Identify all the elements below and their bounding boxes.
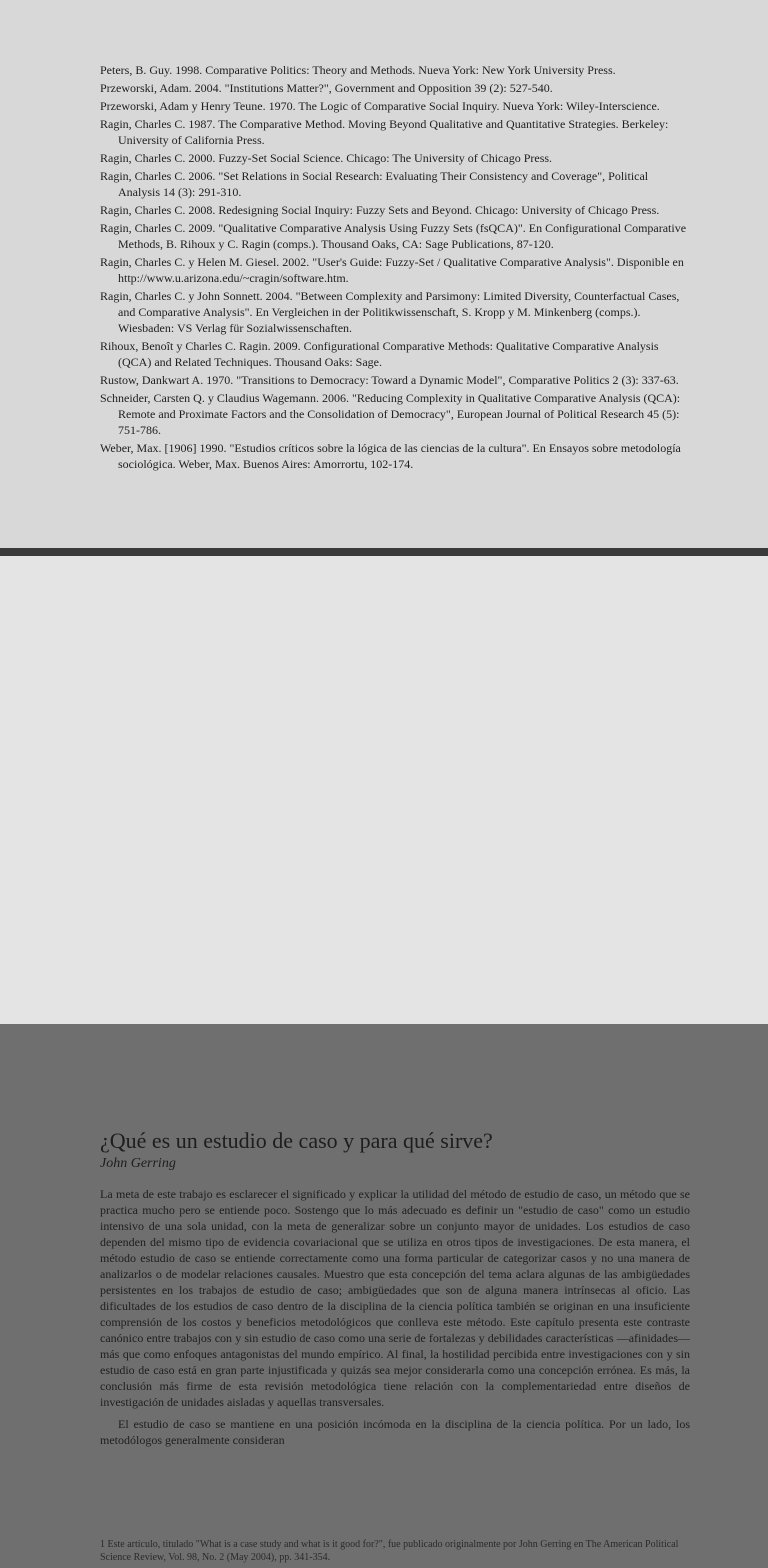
chapter-paragraph: El estudio de caso se mantiene en una posición incómoda en la disciplina de la ciencia política. Por un lado, los metodólogos generalmente consideran (100, 1417, 690, 1447)
reference-item: Ragin, Charles C. 1987. The Comparative Method. Moving Beyond Qualitative and Quantitative Strategies. Berkeley: University of California Press. (100, 117, 669, 147)
chapter-paragraph: La meta de este trabajo es esclarecer el significado y explicar la utilidad del método de estudio de caso, un método que se practica mucho pero se entiende poco. Sostengo que lo más adecuado es definir un "estudio de caso" como un estudio intensivo de una sola unidad, con la meta de generalizar sobre un conjunto mayor de unidades. Los estudios de caso dependen del mismo tipo de evidencia covariacional que se utiliza en otros tipos de investigaciones. De esta manera, el método estudio de caso se entiende correctamente como una forma particular de categorizar casos y no una manera de analizarlos o de modelar relaciones causales. Muestro que esta concepción del tema aclara algunas de las ambigüedades persistentes en los trabajos de estudio de caso; ambigüedades que son de alguna manera intrínsecas al oficio. Las dificultades de los estudios de caso dentro de la disciplina de la ciencia política también se originan en una insuficiente comprensión de los costos y beneficios metodológicos que conlleva este método. Este capítulo presenta este contraste canónico entre trabajos con y sin estudio de caso como una serie de fortalezas y debilidades características —afinidades— más que como enfoques antagonistas del mundo empírico. Al final, la hostilidad percibida entre investigaciones con y sin estudio de caso está en gran parte injustificada y quizás sea mejor considerarla como una concepción errónea. Es más, la conclusión más firme de esta revisión metodológica tiene relación con la complementariedad entre diseños de investigación de unidades aisladas y aquellas transversales. (100, 1187, 690, 1409)
reference-item: Peters, B. Guy. 1998. Comparative Politics: Theory and Methods. Nueva York: New York University Press. (100, 63, 616, 77)
chapter-footnote: 1 Este artículo, titulado "What is a case study and what is it good for?", fue publicado originalmente por John Gerring en The American Political Science Review, Vol. 98, No. 2 (May 2004), pp. 341-354. (100, 1539, 679, 1563)
reference-item: Przeworski, Adam. 2004. "Institutions Matter?", Government and Opposition 39 (2): 527-540. (100, 81, 553, 95)
reference-item: Schneider, Carsten Q. y Claudius Wagemann. 2006. "Reducing Complexity in Qualitative Comparative Analysis (QCA): Remote and Proximate Factors and the Consolidation of Democracy", European Journal of Political Research 45 (5): 751-786. (100, 391, 681, 437)
reference-item: Ragin, Charles C. y John Sonnett. 2004. "Between Complexity and Parsimony: Limited Diversity, Counterfactual Cases, and Comparative Analysis". En Vergleichen in der Politikwissenschaft, S. Kropp y M. Minkenberg (comps.). Wiesbaden: VS Verlag für Sozialwissenschaften. (100, 289, 680, 335)
chapter-title: ¿Qué es un estudio de caso y para qué sirve? (100, 1128, 493, 1153)
reference-item: Ragin, Charles C. 2008. Redesigning Social Inquiry: Fuzzy Sets and Beyond. Chicago: University of Chicago Press. (100, 203, 660, 217)
reference-item: Rustow, Dankwart A. 1970. "Transitions to Democracy: Toward a Dynamic Model", Comparative Politics 2 (3): 337-63. (100, 373, 679, 387)
reference-list (100, 62, 690, 472)
reference-item: Ragin, Charles C. 2000. Fuzzy-Set Social Science. Chicago: The University of Chicago Press. (100, 151, 553, 165)
reference-item: Weber, Max. [1906] 1990. "Estudios críticos sobre la lógica de las ciencias de la cultura". En Ensayos sobre metodología sociológica. Weber, Max. Buenos Aires: Amorrortu, 102-174. (100, 441, 681, 471)
reference-item: Przeworski, Adam y Henry Teune. 1970. The Logic of Comparative Social Inquiry. Nueva York: Wiley-Interscience. (100, 99, 660, 113)
reference-item: Ragin, Charles C. 2006. "Set Relations in Social Research: Evaluating Their Consistency and Coverage", Political Analysis 14 (3): 291-310. (100, 169, 649, 199)
references-column (100, 62, 690, 532)
chapter-page (0, 556, 768, 1563)
references-page (0, 0, 768, 548)
reference-item: Ragin, Charles C. y Helen M. Giesel. 2002. "User's Guide: Fuzzy-Set / Qualitative Comparative Analysis". Disponible en http://www.u.arizona.edu/~cragin/software.htm. (100, 255, 684, 285)
chapter-column (100, 1128, 690, 1568)
page-gutter (0, 548, 768, 556)
reference-item: Ragin, Charles C. 2009. "Qualitative Comparative Analysis Using Fuzzy Sets (fsQCA)". En Configurational Comparative Methods, B. Rihoux y C. Ragin (comps.). Thousand Oaks, CA: Sage Publications, 87-120. (100, 221, 687, 251)
reference-item: Rihoux, Benoît y Charles C. Ragin. 2009. Configurational Comparative Methods: Qualitative Comparative Analysis (QCA) and Related Techniques. Thousand Oaks: Sage. (100, 339, 659, 369)
chapter-author: John Gerring (100, 1156, 176, 1171)
